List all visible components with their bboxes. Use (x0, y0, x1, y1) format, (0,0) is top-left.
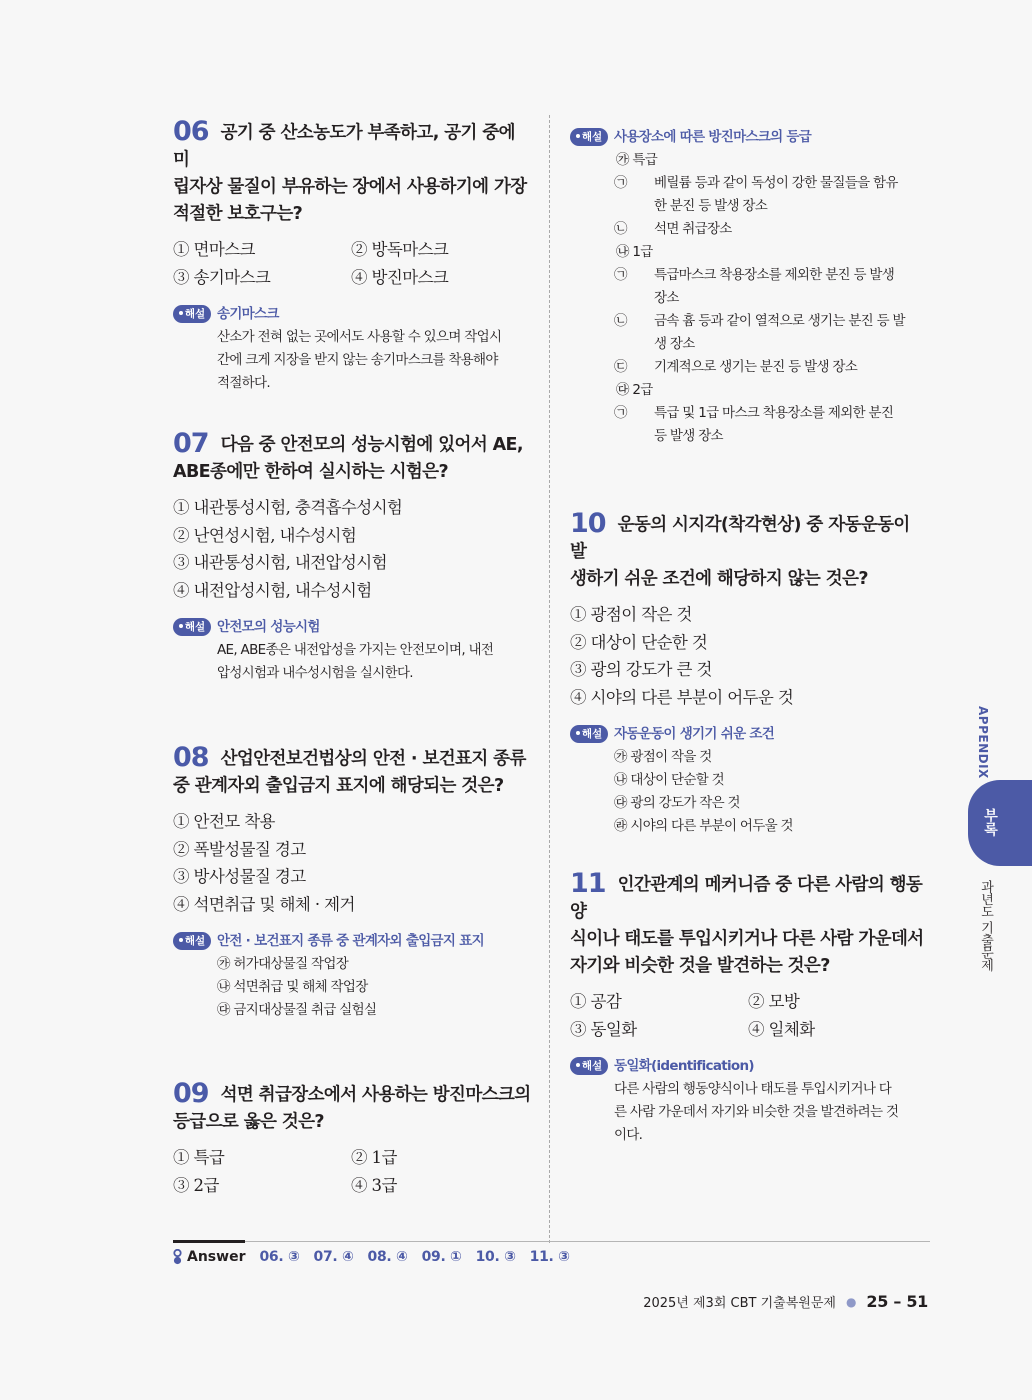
explanation: 해설 안전모의 성능시험 AE, ABE종은 내전압성을 가지는 안전모이며, 내전 압성시험과 내수성시험을 실시한다. (173, 616, 533, 685)
question-09 (173, 1080, 533, 1199)
dot-icon (576, 134, 580, 138)
key-icon (173, 1249, 182, 1265)
option-2: ② 난연성시험, 내수성시험 (173, 525, 357, 545)
options (173, 808, 533, 918)
drop-icon: ● (845, 1294, 857, 1309)
option-4: ④ 내전압성시험, 내수성시험 (173, 580, 372, 600)
explanation-badge: 해설 (173, 932, 211, 950)
answer-item: 06. ③ (259, 1249, 300, 1265)
question-08 (173, 744, 533, 1022)
question-06 (173, 118, 533, 395)
section-tab-label: 부록 (982, 808, 998, 836)
explanation: 해설 사용장소에 따른 방진마스크의 등급 ㉮ 특급 ㉠ 베릴륨 등과 같이 독성이 강한 물질들을 함유 한 분진 등 발생 장소 ㉡ 석면 취급장소 ㉯ 1급 ㉠ 특급마스크 착용장소를 제외한 분진 등 발생 장소 ㉡ 금속 흄 등과 같이 열적으로 생기는 분진 등 발 생 장소 ㉢ 기계적으로 생기는 분진 등 발생 장소 ㉰ 2급 ㉠ 특급 및 1급 마스크 착용장소를 제외한 분진 등 발생 장소 (570, 126, 930, 448)
option-2: ② 대상이 단순한 것 (570, 632, 708, 652)
column-divider (549, 115, 550, 1243)
explanation: 해설 안전 · 보건표지 종류 중 관계자외 출입금지 표지 ㉮ 허가대상물질 작업장 ㉯ 석면취급 및 해체 작업장 ㉰ 금지대상물질 취급 실험실 (173, 930, 533, 1022)
option-1: ① 공감 (570, 992, 622, 1011)
option-3: ③ 2급 (173, 1175, 219, 1195)
options (173, 1144, 533, 1199)
question-stem: 09 석면 취급장소에서 사용하는 방진마스크의 등급으로 옳은 것은? (173, 1078, 531, 1132)
option-1: ① 안전모 착용 (173, 812, 275, 831)
explanation-title: 사용장소에 따른 방진마스크의 등급 (614, 129, 812, 145)
explanation-title: 자동운동이 생기기 쉬운 조건 (614, 726, 775, 742)
answer-item: 07. ④ (313, 1249, 354, 1265)
question-stem: 11 인간관계의 메커니즘 중 다른 사람의 행동 양 식이나 태도를 투입시키거나 다른 사람 가운데서 자기와 비슷한 것을 발견하는 것은? (570, 868, 924, 976)
dot-icon (179, 311, 183, 315)
page-footer (643, 1292, 928, 1311)
answer-label: Answer (187, 1249, 246, 1265)
section-subtitle: 과년도 기출문제 (978, 880, 993, 972)
explanation-badge: 해설 (173, 305, 211, 323)
answer-item: 08. ④ (367, 1249, 408, 1265)
explanation-title: 안전모의 성능시험 (217, 619, 320, 635)
question-number: 11 (570, 868, 606, 899)
option-3: ③ 내관통성시험, 내전압성시험 (173, 553, 387, 572)
option-4: ④ 일체화 (748, 1019, 815, 1039)
dot-icon (576, 1063, 580, 1067)
question-stem: 10 운동의 시지각(착각현상) 중 자동운동이 발 생하기 쉬운 조건에 해당하지 않는 것은? (570, 508, 910, 589)
options (173, 494, 533, 604)
option-2: ② 폭발성물질 경고 (173, 839, 306, 859)
question-09-explanation (570, 126, 930, 448)
explanation: 해설 동일화(identification) 다른 사람의 행동양식이나 태도를 투입시키거나 다 른 사람 가운데서 자기와 비슷한 것을 발견하려는 것 이다. (570, 1055, 930, 1147)
option-3: ③ 동일화 (570, 1019, 637, 1039)
answer-item: 09. ① (421, 1249, 462, 1265)
option-4: ④ 시야의 다른 부분이 어두운 것 (570, 687, 794, 707)
question-11 (570, 870, 930, 1147)
option-3: ③ 광의 강도가 큰 것 (570, 660, 712, 679)
option-2: ② 방독마스크 (351, 240, 449, 259)
question-10 (570, 510, 930, 838)
footer-title: 2025년 제3회 CBT 기출복원문제 (643, 1296, 836, 1311)
answer-rule (173, 1240, 245, 1243)
option-1: ① 면마스크 (173, 240, 255, 259)
dot-icon (576, 731, 580, 735)
option-3: ③ 송기마스크 (173, 267, 271, 287)
option-2: ② 모방 (748, 992, 800, 1011)
question-stem: 07 다음 중 안전모의 성능시험에 있어서 AE, ABE종에만 한하여 실시하는 시험은? (173, 428, 523, 482)
section-tab[interactable] (968, 780, 1032, 866)
page-number: 25 – 51 (866, 1292, 928, 1311)
explanation-title: 동일화(identification) (614, 1058, 754, 1074)
option-1: ① 특급 (173, 1148, 225, 1167)
option-1: ① 내관통성시험, 충격흡수성시험 (173, 498, 403, 517)
explanation-badge: 해설 (570, 128, 608, 146)
answer-item: 10. ③ (475, 1249, 516, 1265)
question-number: 06 (173, 116, 209, 147)
option-4: ④ 석면취급 및 해체 · 제거 (173, 894, 355, 914)
question-stem: 08 산업안전보건법상의 안전 · 보건표지 종류 중 관계자외 출입금지 표지에 해당되는 것은? (173, 742, 526, 796)
question-number: 08 (173, 742, 209, 773)
explanation: 해설 자동운동이 생기기 쉬운 조건 ㉮ 광점이 작을 것 ㉯ 대상이 단순할 것 ㉰ 광의 강도가 작은 것 ㉱ 시야의 다른 부분이 어두울 것 (570, 723, 930, 838)
explanation-title: 안전 · 보건표지 종류 중 관계자외 출입금지 표지 (217, 933, 484, 949)
question-number: 09 (173, 1078, 209, 1109)
explanation-title: 송기마스크 (217, 306, 279, 322)
options (570, 601, 930, 711)
options (570, 988, 930, 1043)
option-3: ③ 방사성물질 경고 (173, 867, 306, 886)
explanation-badge: 해설 (570, 1057, 608, 1075)
question-number: 07 (173, 428, 209, 459)
option-2: ② 1급 (351, 1148, 397, 1167)
explanation: 해설 송기마스크 산소가 전혀 없는 곳에서도 사용할 수 있으며 작업시 간에 크게 지장을 받지 않는 송기마스크를 착용해야 적절하다. (173, 303, 533, 395)
dot-icon (179, 938, 183, 942)
option-4: ④ 방진마스크 (351, 267, 449, 287)
explanation-badge: 해설 (173, 618, 211, 636)
question-stem: 06 공기 중 산소농도가 부족하고, 공기 중에 미 립자상 물질이 부유하는 장에서 사용하기에 가장 적절한 보호구는? (173, 116, 527, 224)
options (173, 236, 533, 291)
dot-icon (179, 624, 183, 628)
explanation-badge: 해설 (570, 725, 608, 743)
answer-rule-thin (245, 1241, 930, 1242)
option-4: ④ 3급 (351, 1175, 397, 1195)
answer-item: 11. ③ (529, 1249, 570, 1265)
question-07 (173, 430, 533, 685)
appendix-label: APPENDIX (976, 706, 990, 779)
option-1: ① 광점이 작은 것 (570, 605, 692, 624)
answer-bar (173, 1247, 584, 1267)
question-number: 10 (570, 508, 606, 539)
